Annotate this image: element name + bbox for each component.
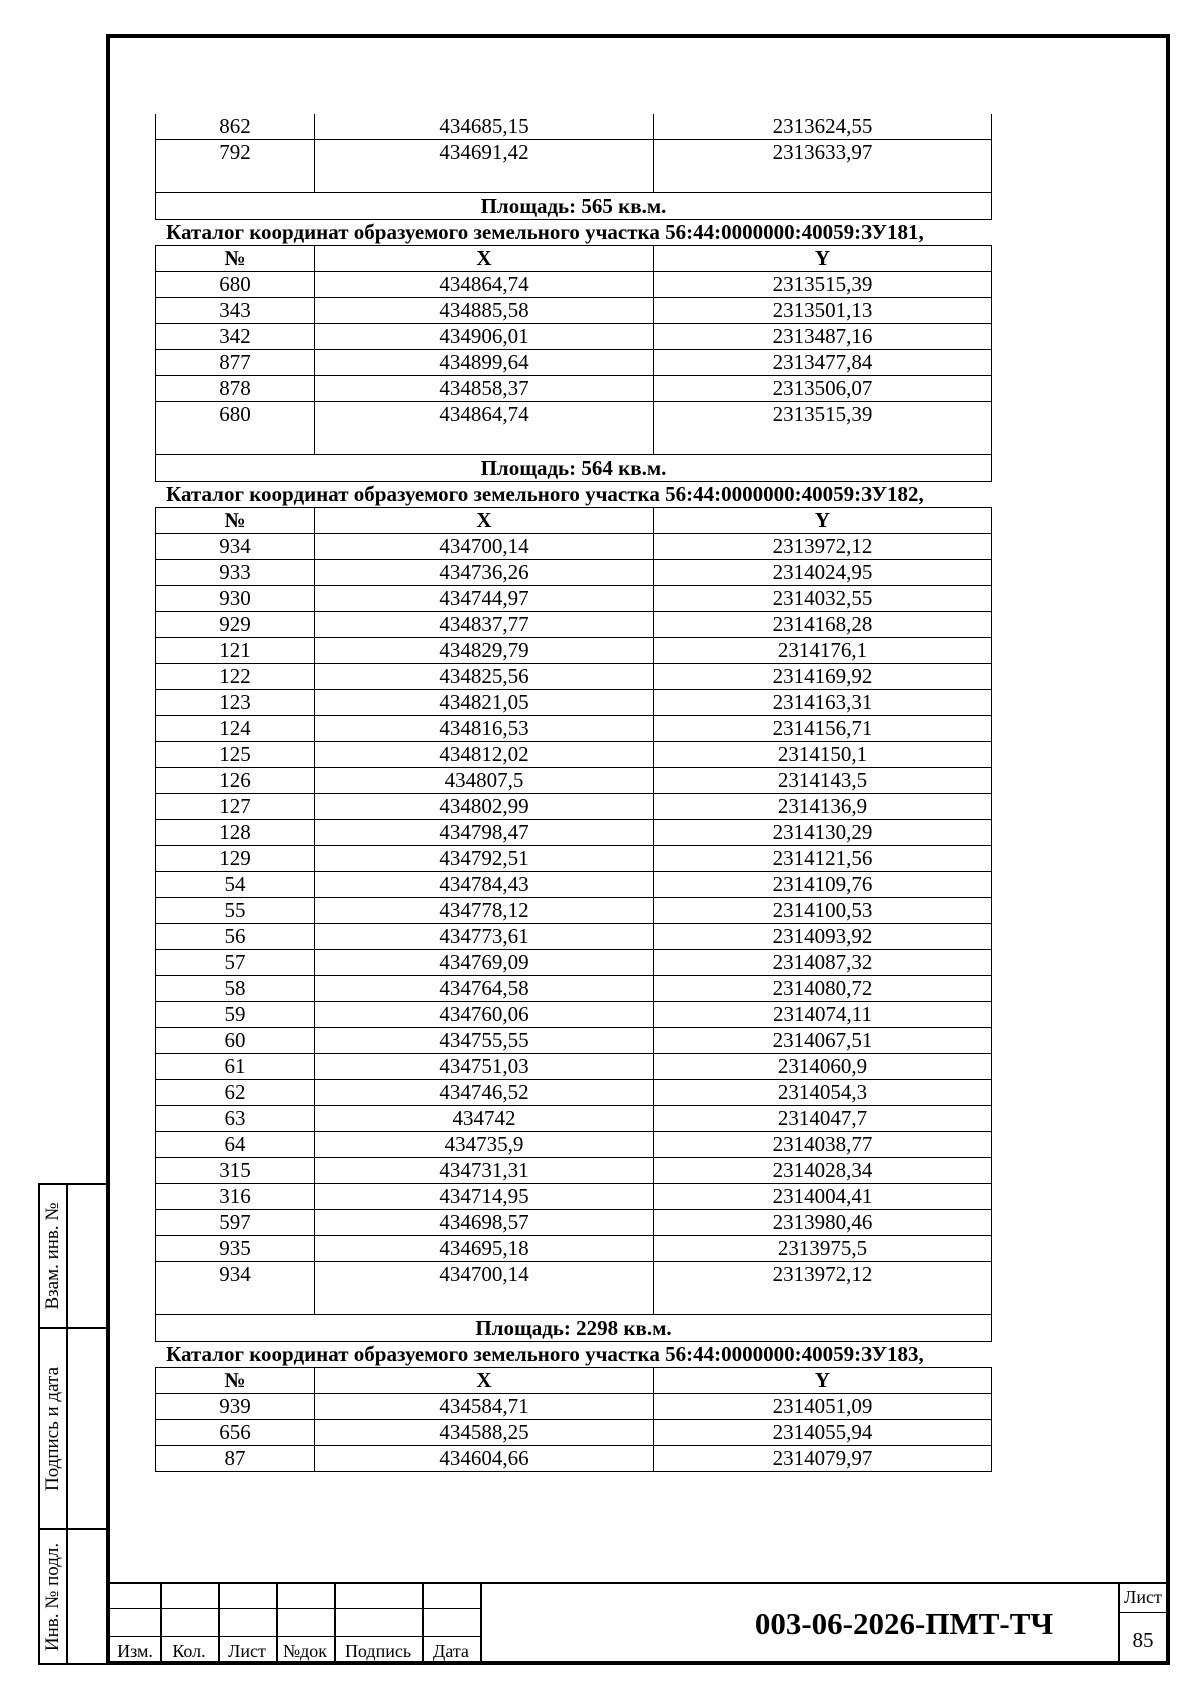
side-label-inv: Инв. № подл. xyxy=(42,1542,63,1651)
point-number: 125 xyxy=(156,742,315,768)
x-coordinate: 434751,03 xyxy=(315,1054,654,1080)
y-coordinate: 2314051,09 xyxy=(654,1394,992,1420)
x-coordinate: 434700,14 xyxy=(315,1262,654,1315)
x-coordinate: 434731,31 xyxy=(315,1158,654,1184)
point-number: 930 xyxy=(156,586,315,612)
table-row xyxy=(156,1080,992,1106)
x-coordinate: 434792,51 xyxy=(315,846,654,872)
table-row xyxy=(156,1420,992,1446)
x-coordinate: 434864,74 xyxy=(315,272,654,298)
x-coordinate: 434695,18 xyxy=(315,1236,654,1262)
column-header: № xyxy=(156,1368,315,1394)
table-row xyxy=(156,560,992,586)
column-header: Y xyxy=(654,1368,992,1394)
table-row xyxy=(156,976,992,1002)
table-row xyxy=(156,690,992,716)
side-stamp-vzam xyxy=(38,1183,106,1329)
x-coordinate: 434773,61 xyxy=(315,924,654,950)
point-number: 64 xyxy=(156,1132,315,1158)
y-coordinate: 2314047,7 xyxy=(654,1106,992,1132)
table-row xyxy=(156,924,992,950)
x-coordinate: 434816,53 xyxy=(315,716,654,742)
point-number: 58 xyxy=(156,976,315,1002)
point-number: 126 xyxy=(156,768,315,794)
y-coordinate: 2314087,32 xyxy=(654,950,992,976)
y-coordinate: 2313506,07 xyxy=(654,376,992,402)
column-header: № xyxy=(156,246,315,272)
catalog-title-2: Каталог координат образуемого земельного участка 56:44:0000000:40059:ЗУ182, xyxy=(166,482,924,506)
catalog-title-1: Каталог координат образуемого земельного участка 56:44:0000000:40059:ЗУ181, xyxy=(166,220,924,244)
x-coordinate: 434807,5 xyxy=(315,768,654,794)
area-row xyxy=(156,1315,992,1342)
side-stamp-inv xyxy=(38,1528,106,1665)
x-coordinate: 434714,95 xyxy=(315,1184,654,1210)
tb-col-kol: Кол. xyxy=(172,1641,206,1661)
point-number: 129 xyxy=(156,846,315,872)
point-number: 933 xyxy=(156,560,315,586)
point-number: 597 xyxy=(156,1210,315,1236)
column-header: X xyxy=(315,508,654,534)
x-coordinate: 434735,9 xyxy=(315,1132,654,1158)
y-coordinate: 2314080,72 xyxy=(654,976,992,1002)
point-number: 61 xyxy=(156,1054,315,1080)
x-coordinate: 434744,97 xyxy=(315,586,654,612)
y-coordinate: 2314074,11 xyxy=(654,1002,992,1028)
point-number: 934 xyxy=(156,1262,315,1315)
y-coordinate: 2314093,92 xyxy=(654,924,992,950)
sheet-label: Лист xyxy=(1124,1587,1162,1607)
table-row xyxy=(156,1002,992,1028)
y-coordinate: 2313972,12 xyxy=(654,534,992,560)
point-number: 57 xyxy=(156,950,315,976)
title-block xyxy=(110,1582,1166,1663)
table-row xyxy=(156,324,992,350)
y-coordinate: 2314054,3 xyxy=(654,1080,992,1106)
x-coordinate: 434784,43 xyxy=(315,872,654,898)
point-number: 935 xyxy=(156,1236,315,1262)
point-number: 54 xyxy=(156,872,315,898)
point-number: 127 xyxy=(156,794,315,820)
side-label-vzam: Взам. инв. № xyxy=(42,1202,63,1310)
y-coordinate: 2314028,34 xyxy=(654,1158,992,1184)
x-coordinate: 434691,42 xyxy=(315,140,654,193)
point-number: 124 xyxy=(156,716,315,742)
area-value: Площадь: 565 кв.м. xyxy=(156,193,992,220)
point-number: 939 xyxy=(156,1394,315,1420)
table-row xyxy=(156,140,992,193)
y-coordinate: 2314024,95 xyxy=(654,560,992,586)
point-number: 56 xyxy=(156,924,315,950)
x-coordinate: 434812,02 xyxy=(315,742,654,768)
y-coordinate: 2314121,56 xyxy=(654,846,992,872)
x-coordinate: 434685,15 xyxy=(315,114,654,140)
table-row xyxy=(156,376,992,402)
table-row xyxy=(156,664,992,690)
y-coordinate: 2314055,94 xyxy=(654,1420,992,1446)
table-row xyxy=(156,1132,992,1158)
x-coordinate: 434742 xyxy=(315,1106,654,1132)
table-row xyxy=(156,872,992,898)
point-number: 792 xyxy=(156,140,315,193)
y-coordinate: 2314032,55 xyxy=(654,586,992,612)
table-row xyxy=(156,612,992,638)
point-number: 121 xyxy=(156,638,315,664)
x-coordinate: 434700,14 xyxy=(315,534,654,560)
point-number: 60 xyxy=(156,1028,315,1054)
x-coordinate: 434769,09 xyxy=(315,950,654,976)
column-header: X xyxy=(315,246,654,272)
x-coordinate: 434858,37 xyxy=(315,376,654,402)
x-coordinate: 434906,01 xyxy=(315,324,654,350)
table-row xyxy=(156,1236,992,1262)
table-row xyxy=(156,1106,992,1132)
x-coordinate: 434864,74 xyxy=(315,402,654,455)
x-coordinate: 434837,77 xyxy=(315,612,654,638)
table-row xyxy=(156,1054,992,1080)
x-coordinate: 434588,25 xyxy=(315,1420,654,1446)
table-header-row xyxy=(156,508,992,534)
x-coordinate: 434802,99 xyxy=(315,794,654,820)
y-coordinate: 2314163,31 xyxy=(654,690,992,716)
table-row xyxy=(156,768,992,794)
x-coordinate: 434736,26 xyxy=(315,560,654,586)
point-number: 934 xyxy=(156,534,315,560)
table-row xyxy=(156,1158,992,1184)
column-header: Y xyxy=(654,246,992,272)
tb-col-list: Лист xyxy=(228,1641,266,1661)
x-coordinate: 434778,12 xyxy=(315,898,654,924)
catalog-title-3: Каталог координат образуемого земельного участка 56:44:0000000:40059:ЗУ183, xyxy=(166,1342,924,1366)
side-stamp-podpis xyxy=(38,1327,106,1530)
table-row xyxy=(156,350,992,376)
x-coordinate: 434755,55 xyxy=(315,1028,654,1054)
point-number: 680 xyxy=(156,272,315,298)
table-row xyxy=(156,402,992,455)
y-coordinate: 2314156,71 xyxy=(654,716,992,742)
y-coordinate: 2313515,39 xyxy=(654,402,992,455)
tb-col-podpis: Подпись xyxy=(344,1641,412,1661)
y-coordinate: 2314100,53 xyxy=(654,898,992,924)
point-number: 656 xyxy=(156,1420,315,1446)
x-coordinate: 434899,64 xyxy=(315,350,654,376)
y-coordinate: 2313487,16 xyxy=(654,324,992,350)
y-coordinate: 2313972,12 xyxy=(654,1262,992,1315)
table-header-row xyxy=(156,1368,992,1394)
table-row xyxy=(156,298,992,324)
table-row xyxy=(156,638,992,664)
table-row xyxy=(156,1184,992,1210)
y-coordinate: 2314079,97 xyxy=(654,1446,992,1472)
y-coordinate: 2314109,76 xyxy=(654,872,992,898)
table-row xyxy=(156,1394,992,1420)
coords-table-0 xyxy=(155,114,992,220)
table-row xyxy=(156,898,992,924)
column-header: № xyxy=(156,508,315,534)
y-coordinate: 2313624,55 xyxy=(654,114,992,140)
x-coordinate: 434604,66 xyxy=(315,1446,654,1472)
x-coordinate: 434584,71 xyxy=(315,1394,654,1420)
table-row xyxy=(156,1262,992,1315)
point-number: 929 xyxy=(156,612,315,638)
y-coordinate: 2314169,92 xyxy=(654,664,992,690)
point-number: 62 xyxy=(156,1080,315,1106)
point-number: 122 xyxy=(156,664,315,690)
area-value: Площадь: 564 кв.м. xyxy=(156,455,992,482)
table-row xyxy=(156,1028,992,1054)
coords-table-3 xyxy=(155,1367,992,1472)
point-number: 128 xyxy=(156,820,315,846)
y-coordinate: 2314143,5 xyxy=(654,768,992,794)
y-coordinate: 2313633,97 xyxy=(654,140,992,193)
x-coordinate: 434764,58 xyxy=(315,976,654,1002)
table-row xyxy=(156,114,992,140)
table-row xyxy=(156,950,992,976)
x-coordinate: 434698,57 xyxy=(315,1210,654,1236)
y-coordinate: 2314038,77 xyxy=(654,1132,992,1158)
point-number: 87 xyxy=(156,1446,315,1472)
table-row xyxy=(156,1210,992,1236)
point-number: 862 xyxy=(156,114,315,140)
y-coordinate: 2314150,1 xyxy=(654,742,992,768)
point-number: 123 xyxy=(156,690,315,716)
side-label-podpis: Подпись и дата xyxy=(42,1366,63,1491)
x-coordinate: 434760,06 xyxy=(315,1002,654,1028)
y-coordinate: 2313515,39 xyxy=(654,272,992,298)
y-coordinate: 2314176,1 xyxy=(654,638,992,664)
x-coordinate: 434829,79 xyxy=(315,638,654,664)
table-row xyxy=(156,820,992,846)
tb-col-data: Дата xyxy=(433,1641,469,1661)
y-coordinate: 2313477,84 xyxy=(654,350,992,376)
y-coordinate: 2314067,51 xyxy=(654,1028,992,1054)
point-number: 63 xyxy=(156,1106,315,1132)
document-code: 003-06-2026-ПМТ-ТЧ xyxy=(754,1606,1054,1641)
x-coordinate: 434746,52 xyxy=(315,1080,654,1106)
y-coordinate: 2314004,41 xyxy=(654,1184,992,1210)
y-coordinate: 2314130,29 xyxy=(654,820,992,846)
column-header: X xyxy=(315,1368,654,1394)
y-coordinate: 2313975,5 xyxy=(654,1236,992,1262)
y-coordinate: 2314168,28 xyxy=(654,612,992,638)
x-coordinate: 434798,47 xyxy=(315,820,654,846)
table-row xyxy=(156,794,992,820)
table-row xyxy=(156,534,992,560)
table-header-row xyxy=(156,246,992,272)
tb-col-ndok: №док xyxy=(282,1641,328,1661)
point-number: 316 xyxy=(156,1184,315,1210)
table-row xyxy=(156,846,992,872)
area-value: Площадь: 2298 кв.м. xyxy=(156,1315,992,1342)
document-content xyxy=(155,114,991,1472)
table-row xyxy=(156,272,992,298)
x-coordinate: 434825,56 xyxy=(315,664,654,690)
y-coordinate: 2314136,9 xyxy=(654,794,992,820)
x-coordinate: 434885,58 xyxy=(315,298,654,324)
sheet-number: 85 xyxy=(1132,1628,1154,1652)
point-number: 877 xyxy=(156,350,315,376)
y-coordinate: 2314060,9 xyxy=(654,1054,992,1080)
point-number: 878 xyxy=(156,376,315,402)
point-number: 342 xyxy=(156,324,315,350)
point-number: 55 xyxy=(156,898,315,924)
area-row xyxy=(156,455,992,482)
x-coordinate: 434821,05 xyxy=(315,690,654,716)
coords-table-1 xyxy=(155,245,992,482)
area-row xyxy=(156,193,992,220)
table-row xyxy=(156,1446,992,1472)
y-coordinate: 2313980,46 xyxy=(654,1210,992,1236)
point-number: 680 xyxy=(156,402,315,455)
y-coordinate: 2313501,13 xyxy=(654,298,992,324)
table-row xyxy=(156,586,992,612)
coords-table-2 xyxy=(155,507,992,1342)
table-row xyxy=(156,716,992,742)
point-number: 343 xyxy=(156,298,315,324)
point-number: 59 xyxy=(156,1002,315,1028)
tb-col-izm: Изм. xyxy=(117,1641,153,1661)
column-header: Y xyxy=(654,508,992,534)
table-row xyxy=(156,742,992,768)
point-number: 315 xyxy=(156,1158,315,1184)
